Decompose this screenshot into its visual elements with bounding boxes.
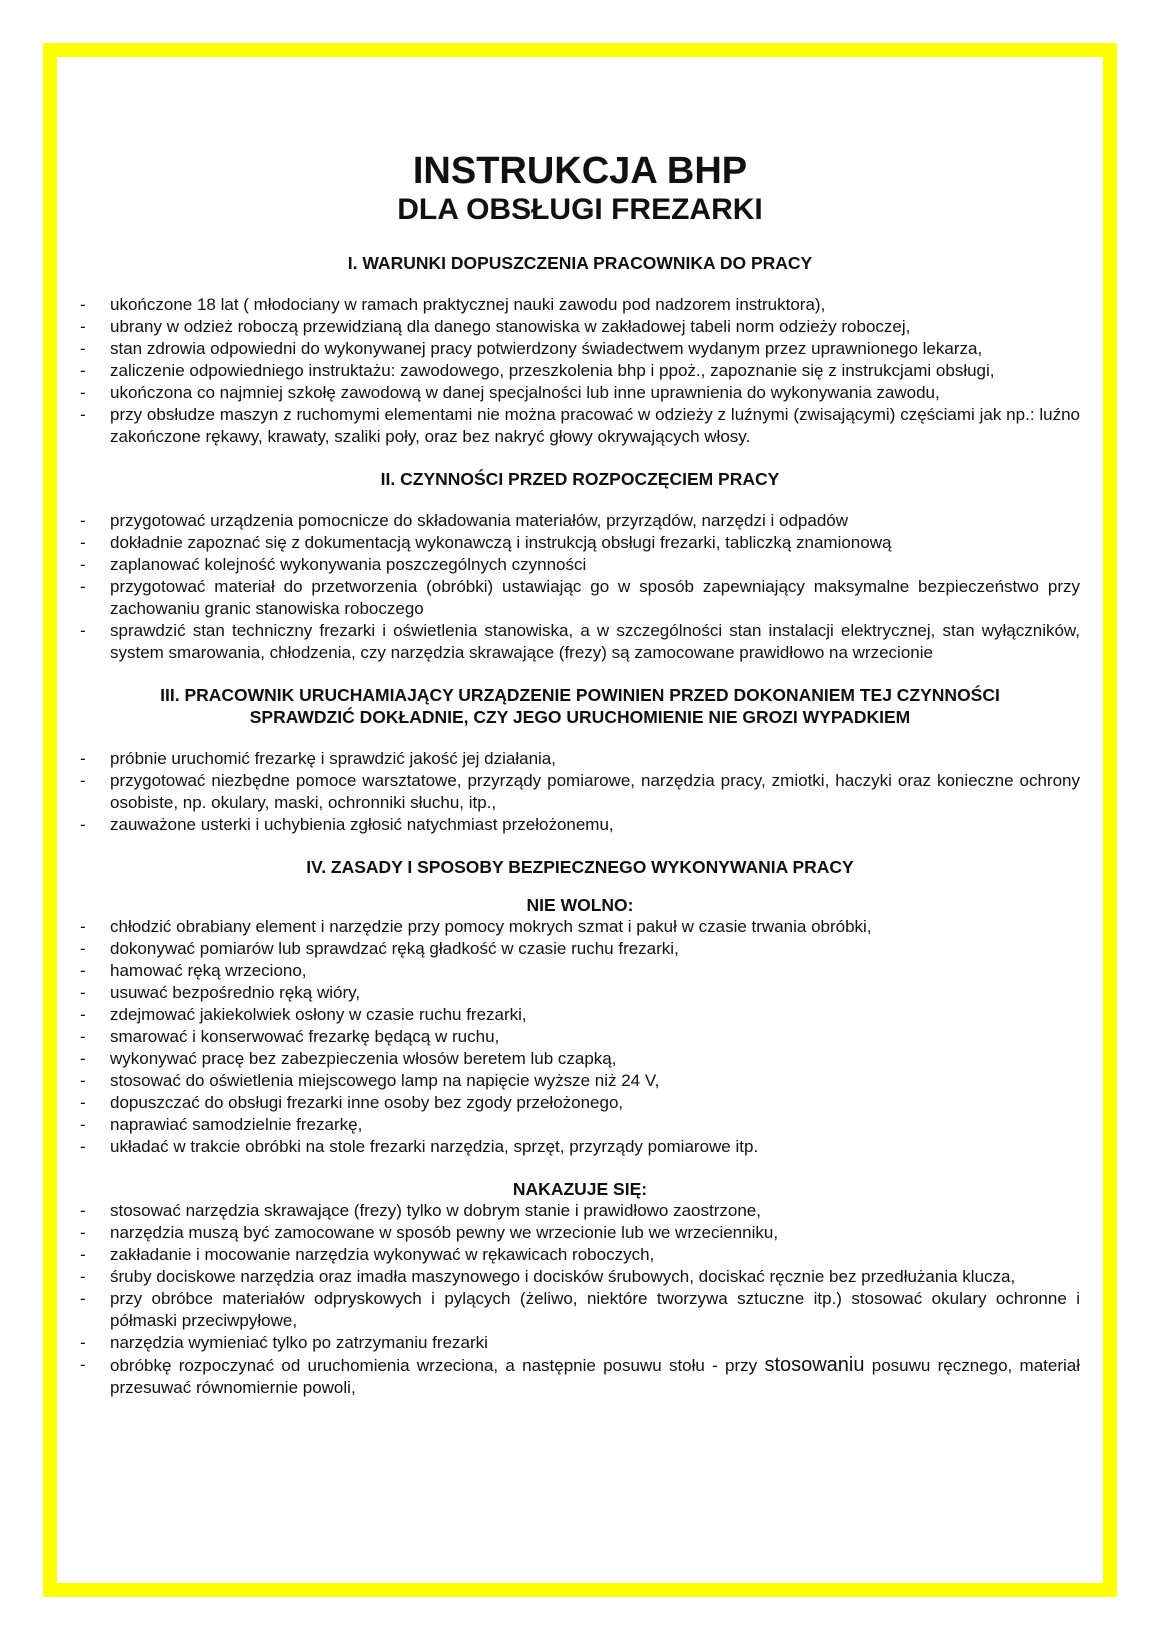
list-item: - zakładanie i mocowanie narzędzia wykonywać w rękawicach roboczych, [80, 1245, 655, 1264]
list-item: - przygotować materiał do przetworzenia (obróbki) ustawiając go w sposób zapewniający maksymalne bezpieczeństwo przy zachowaniu granic stanowiska roboczego [80, 577, 1080, 618]
list-item: - narzędzia wymieniać tylko po zatrzymaniu frezarki [80, 1333, 488, 1352]
list-item: - zdejmować jakiekolwiek osłony w czasie ruchu frezarki, [80, 1005, 527, 1024]
list-item: - przy obsłudze maszyn z ruchomymi elementami nie można pracować w odzieży z luźnymi (zwisającymi) częściami jak np.: luźno zakończone rękawy, krawaty, szaliki poły, oraz bez nakryć głowy okrywających włosy. [80, 405, 1080, 446]
list-item: - naprawiać samodzielnie frezarkę, [80, 1115, 363, 1134]
section-3-heading-line2: SPRAWDZIĆ DOKŁADNIE, CZY JEGO URUCHOMIENIE NIE GROZI WYPADKIEM [249, 707, 911, 727]
list-item: - stosować narzędzia skrawające (frezy) tylko w dobrym stanie i prawidłowo zaostrzone, [80, 1201, 761, 1220]
list-item: - stosować do oświetlenia miejscowego lamp na napięcie wyższe niż 24 V, [80, 1071, 660, 1090]
prohibited-list [80, 916, 1080, 1158]
required-list [80, 1200, 1080, 1399]
section-4-heading: IV. ZASADY I SPOSOBY BEZPIECZNEGO WYKONYWANIA PRACY [306, 857, 854, 877]
list-item: - próbnie uruchomić frezarkę i sprawdzić jakość jej działania, [80, 749, 556, 768]
list-item: - usuwać bezpośrednio ręką wióry, [80, 983, 361, 1002]
section-1-heading: I. WARUNKI DOPUSZCZENIA PRACOWNIKA DO PRACY [347, 253, 813, 273]
list-item: - dopuszczać do obsługi frezarki inne osoby bez zgody przełożonego, [80, 1093, 624, 1112]
prohibited-subheading: NIE WOLNO: [526, 895, 634, 915]
list-item: - narzędzia muszą być zamocowane w sposób pewny we wrzecionie lub we wrzecienniku, [80, 1223, 779, 1242]
list-item: - zaplanować kolejność wykonywania poszczególnych czynności [80, 555, 587, 574]
document-content [80, 150, 1080, 1399]
list-item: - dokładnie zapoznać się z dokumentacją wykonawczą i instrukcją obsługi frezarki, tabliczką znamionową [80, 533, 892, 552]
document-subtitle: DLA OBSŁUGI FREZARKI [397, 193, 763, 226]
list-item: - smarować i konserwować frezarkę będącą w ruchu, [80, 1027, 500, 1046]
list-item: - ukończona co najmniej szkołę zawodową w danej specjalności lub inne uprawnienia do wykonywania zawodu, [80, 383, 940, 402]
list-item: - zaliczenie odpowiedniego instruktażu: zawodowego, przeszkolenia bhp i ppoż., zapoznanie się z instrukcjami obsługi, [80, 361, 995, 380]
list-item: - hamować ręką wrzeciono, [80, 961, 307, 980]
list-item: - przygotować urządzenia pomocnicze do składowania materiałów, przyrządów, narzędzi i odpadów [80, 511, 849, 530]
list-item: - stan zdrowia odpowiedni do wykonywanej pracy potwierdzony świadectwem wydanym przez uprawnionego lekarza, [80, 339, 983, 358]
list-item: - śruby dociskowe narzędzia oraz imadła maszynowego i docisków śrubowych, dociskać ręcznie bez przedłużania klucza, [80, 1267, 1016, 1286]
list-item: - przygotować niezbędne pomoce warsztatowe, przyrządy pomiarowe, narzędzia pracy, zmiotki, haczyki oraz konieczne ochrony osobiste, np. okulary, maski, ochronniki słuchu, itp., [80, 771, 1080, 812]
list-item: - sprawdzić stan techniczny frezarki i oświetlenia stanowiska, a w szczególności stan instalacji elektrycznej, stan wyłączników, system smarowania, chłodzenia, czy narzędzia skrawające (frezy) są zamocowane prawidłowo na wrzecionie [80, 621, 1080, 662]
section-1-list [80, 294, 1080, 448]
list-item: - dokonywać pomiarów lub sprawdzać ręką gładkość w czasie ruchu frezarki, [80, 939, 679, 958]
required-subheading: NAKAZUJE SIĘ: [512, 1179, 648, 1199]
list-item: - chłodzić obrabiany element i narzędzie przy pomocy mokrych szmat i pakuł w czasie trwania obróbki, [80, 917, 872, 936]
section-3-heading [80, 684, 1080, 728]
section-2-heading: II. CZYNNOŚCI PRZED ROZPOCZĘCIEM PRACY [380, 469, 780, 489]
list-item: - ukończone 18 lat ( młodociany w ramach praktycznej nauki zawodu pod nadzorem instruktora), [80, 295, 826, 314]
list-item: - obróbkę rozpoczynać od uruchomienia wrzeciona, a następnie posuwu stołu - przy stosowaniu posuwu ręcznego, materiał przesuwać równomiernie powoli, [80, 1354, 1080, 1397]
list-item: - wykonywać pracę bez zabezpieczenia włosów beretem lub czapką, [80, 1049, 617, 1068]
emphasized-word: stosowaniu [764, 1354, 865, 1376]
document-title: INSTRUKCJA BHP [412, 150, 748, 192]
section-3-list [80, 748, 1080, 836]
list-item: - zauważone usterki i uchybienia zgłosić natychmiast przełożonemu, [80, 815, 614, 834]
list-item: - przy obróbce materiałów odpryskowych i pylących (żeliwo, niektóre tworzywa sztuczne itp.) stosować okulary ochronne i półmaski przeciwpyłowe, [80, 1289, 1080, 1330]
section-3-heading-line1: III. PRACOWNIK URUCHAMIAJĄCY URZĄDZENIE POWINIEN PRZED DOKONANIEM TEJ CZYNNOŚCI [160, 685, 1000, 705]
list-item: - układać w trakcie obróbki na stole frezarki narzędzia, sprzęt, przyrządy pomiarowe itp. [80, 1137, 759, 1156]
section-2-list [80, 510, 1080, 664]
list-item: - ubrany w odzież roboczą przewidzianą dla danego stanowiska w zakładowej tabeli norm odzieży roboczej, [80, 317, 911, 336]
